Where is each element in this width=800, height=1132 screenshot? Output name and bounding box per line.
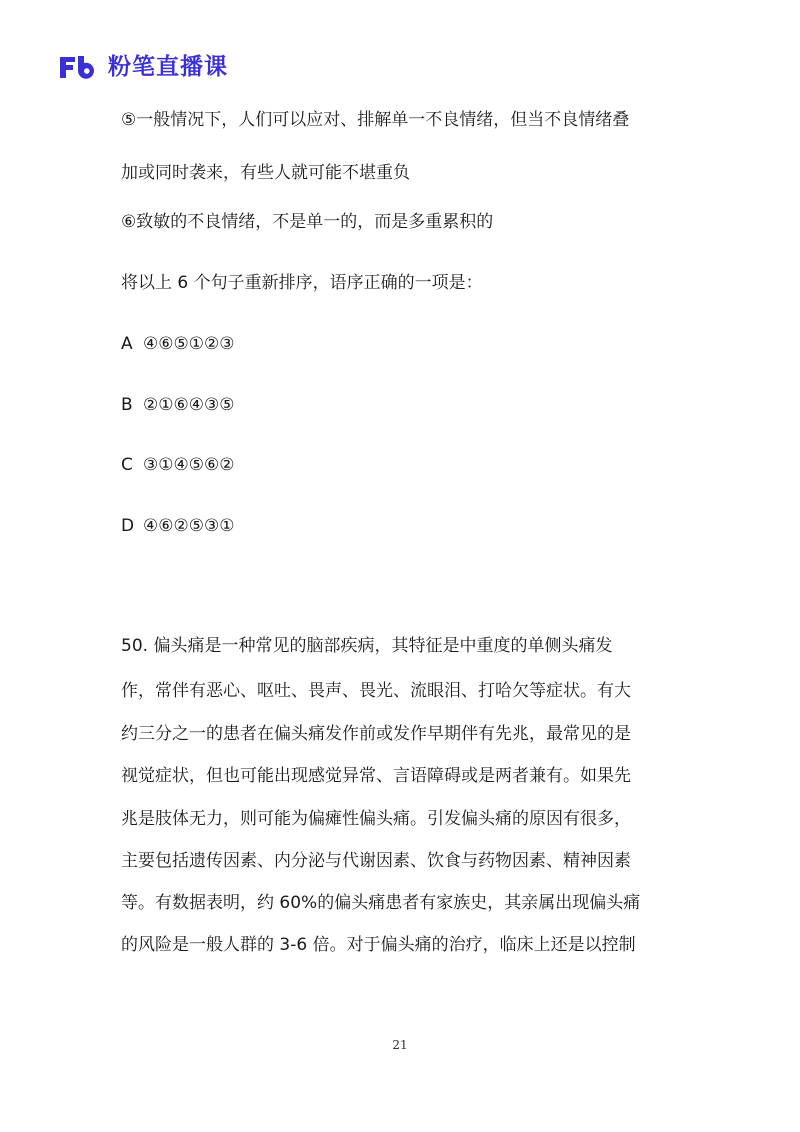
brand-name: 粉笔直播课 [108,53,228,80]
page-number: 21 [392,1038,408,1052]
passage-line: 作，常伴有恶心、呕吐、畏声、畏光、流眼泪、打哈欠等症状。有大 [121,681,631,701]
option-c[interactable] [121,453,234,477]
option-letter: C [121,455,133,475]
passage-line: 主要包括遗传因素、内分泌与代谢因素、饮食与药物因素、精神因素 [121,851,631,871]
passage-line: 50. 偏头痛是一种常见的脑部疾病，其特征是中重度的单侧头痛发 [121,636,613,656]
passage-line: 等。有数据表明，约 60%的偏头痛患者有家族史，其亲属出现偏头痛 [121,893,641,913]
option-text: ②①⑥④③⑤ [143,395,235,415]
passage-line: 视觉症状，但也可能出现感觉异常、言语障碍或是两者兼有。如果先 [121,766,631,786]
statement-5-line-1: ⑤一般情况下，人们可以应对、排解单一不良情绪，但当不良情绪叠 [121,110,630,130]
option-text: ④⑥⑤①②③ [143,334,235,354]
option-text: ④⑥②⑤③① [143,516,235,536]
passage-line: 的风险是一般人群的 3-6 倍。对于偏头痛的治疗，临床上还是以控制 [121,935,636,955]
option-a[interactable] [121,332,234,356]
option-b[interactable] [121,393,234,417]
option-d[interactable] [121,514,234,538]
statement-5-line-2: 加或同时袭来，有些人就可能不堪重负 [121,163,410,183]
passage-line: 约三分之一的患者在偏头痛发作前或发作早期伴有先兆，最常见的是 [121,724,631,744]
question-prompt: 将以上 6 个句子重新排序，语序正确的一项是： [121,273,483,293]
statement-6: ⑥致敏的不良情绪，不是单一的，而是多重累积的 [121,212,494,232]
option-letter: A [121,334,133,354]
option-text: ③①④⑤⑥② [143,455,235,475]
page-header [58,50,228,84]
option-letter: B [121,395,133,415]
option-letter: D [121,516,135,536]
passage-line: 兆是肢体无力，则可能为偏瘫性偏头痛。引发偏头痛的原因有很多， [121,809,631,829]
fb-logo-icon [58,52,100,82]
